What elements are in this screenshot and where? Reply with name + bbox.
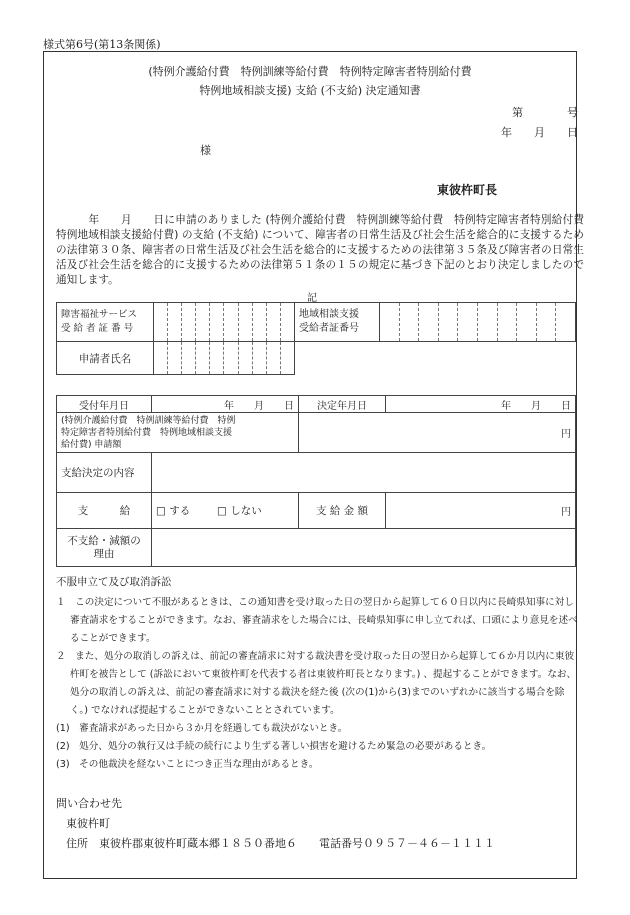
- applicant-name-field[interactable]: [154, 342, 295, 375]
- applicant-label: 申請者氏名: [57, 342, 154, 375]
- issuer-name: 東彼杵町長: [437, 183, 498, 197]
- payment-amount-label: 支 給 金 額: [299, 493, 386, 529]
- appeal-heading: 不服申立て及び取消訴訟: [56, 576, 172, 588]
- option-yes-checkbox[interactable]: □ する: [156, 505, 191, 517]
- recipient-number-digits[interactable]: [154, 303, 295, 342]
- issue-date: 年 月 日: [501, 126, 578, 139]
- title-line2: 特例地域相談支援) 支給 (不支給) 決定通知書: [199, 84, 421, 97]
- content-field[interactable]: [152, 453, 576, 493]
- recipient-table: [56, 302, 576, 375]
- document-number: 第 号: [512, 106, 578, 119]
- decision-table: [56, 395, 576, 567]
- note-1: １ この決定について不服があるときは、この通知書を受け取った日の翌日から起算して６０日以内に長崎県知事に対し審査請求をすることができます。なお、審査請求をした場合には、長崎県知事に申し立てれば、口頭により意見を述べることができます。: [56, 597, 578, 644]
- note-2: ２ また、処分の取消しの訴えは、前記の審査請求に対する裁決書を受け取った日の翌日から起算して６か月以内に東彼杵町を被告として (訴訟において東彼杵町を代表する者は東彼杵町長となります。) 、提起することができます。なお、処分の取消しの訴えは、前記の審査請求に対する裁決を経た後 (次の(1)から(3)までのいずれかに該当する場合を除く。) でなければ提起することができないこととされています。: [56, 651, 577, 716]
- application-amount-field[interactable]: 円: [299, 413, 576, 453]
- contact-address: 住所 東彼杵郡東彼杵町蔵本郷１８５０番地６ 電話番号０９５７－４６－１１１１: [66, 837, 495, 850]
- ki-mark: 記: [307, 293, 317, 304]
- application-amount-label: (特例介護給付費 特例訓練等給付費 特例特定障害者特別給付費 特例地域相談支援給付費) 申請額: [57, 413, 299, 453]
- contact-heading: 問い合わせ先: [56, 797, 122, 810]
- decision-date-field[interactable]: 年 月 日: [386, 396, 576, 413]
- decision-date-label: 決定年月日: [299, 396, 386, 413]
- payment-options: [152, 493, 299, 529]
- form-label: 様式第6号(第13条関係): [43, 38, 161, 51]
- body-text: 年 月 日に申請のありました (特例介護給付費 特例訓練等給付費 特例特定障害者特別給付費 特例地域相談支援給付費) の支給 (不支給) について、障害者の日常生活及び社会生活を総合的に支援するための法律第３０条、障害者の日常生活及び社会生活を総合的に支援するための法律第３５条及び障害者の日常生活及び社会生活を総合的に支援するための法律第５１条の１５の規定に基づき下記のとおり決定しましたので通知します。: [56, 214, 595, 286]
- content-label: 支給決定の内容: [57, 453, 152, 493]
- recipient-number-label: 障害福祉サービス 受 給 者 証 番 号: [57, 303, 154, 342]
- payment-label: 支 給: [57, 493, 152, 529]
- note-5: (3) その他裁決を経ないことにつき正当な理由があるとき。: [56, 759, 319, 770]
- chiiki-number-digits[interactable]: [380, 303, 576, 342]
- payment-amount-field[interactable]: 円: [386, 493, 576, 529]
- contact-org: 東彼杵町: [66, 817, 110, 830]
- appeal-notes: [56, 594, 580, 774]
- chiiki-number-label: 地域相談支援 受給者証番号: [295, 303, 380, 342]
- reason-label: 不支給・減額の 理由: [57, 529, 152, 567]
- addressee-suffix: 様: [200, 144, 211, 157]
- option-no-checkbox[interactable]: □ しない: [216, 505, 262, 517]
- note-3: (1) 審査請求があった日から３か月を経過しても裁決がないとき。: [56, 723, 348, 734]
- received-date-field[interactable]: 年 月 日: [152, 396, 299, 413]
- received-date-label: 受付年月日: [57, 396, 152, 413]
- reason-field[interactable]: [152, 529, 576, 567]
- title-line1: (特例介護給付費 特例訓練等給付費 特例特定障害者特別給付費: [148, 65, 472, 78]
- note-4: (2) 処分、処分の執行又は手続の続行により生ずる著しい損害を避けるため緊急の必要があるとき。: [56, 741, 492, 752]
